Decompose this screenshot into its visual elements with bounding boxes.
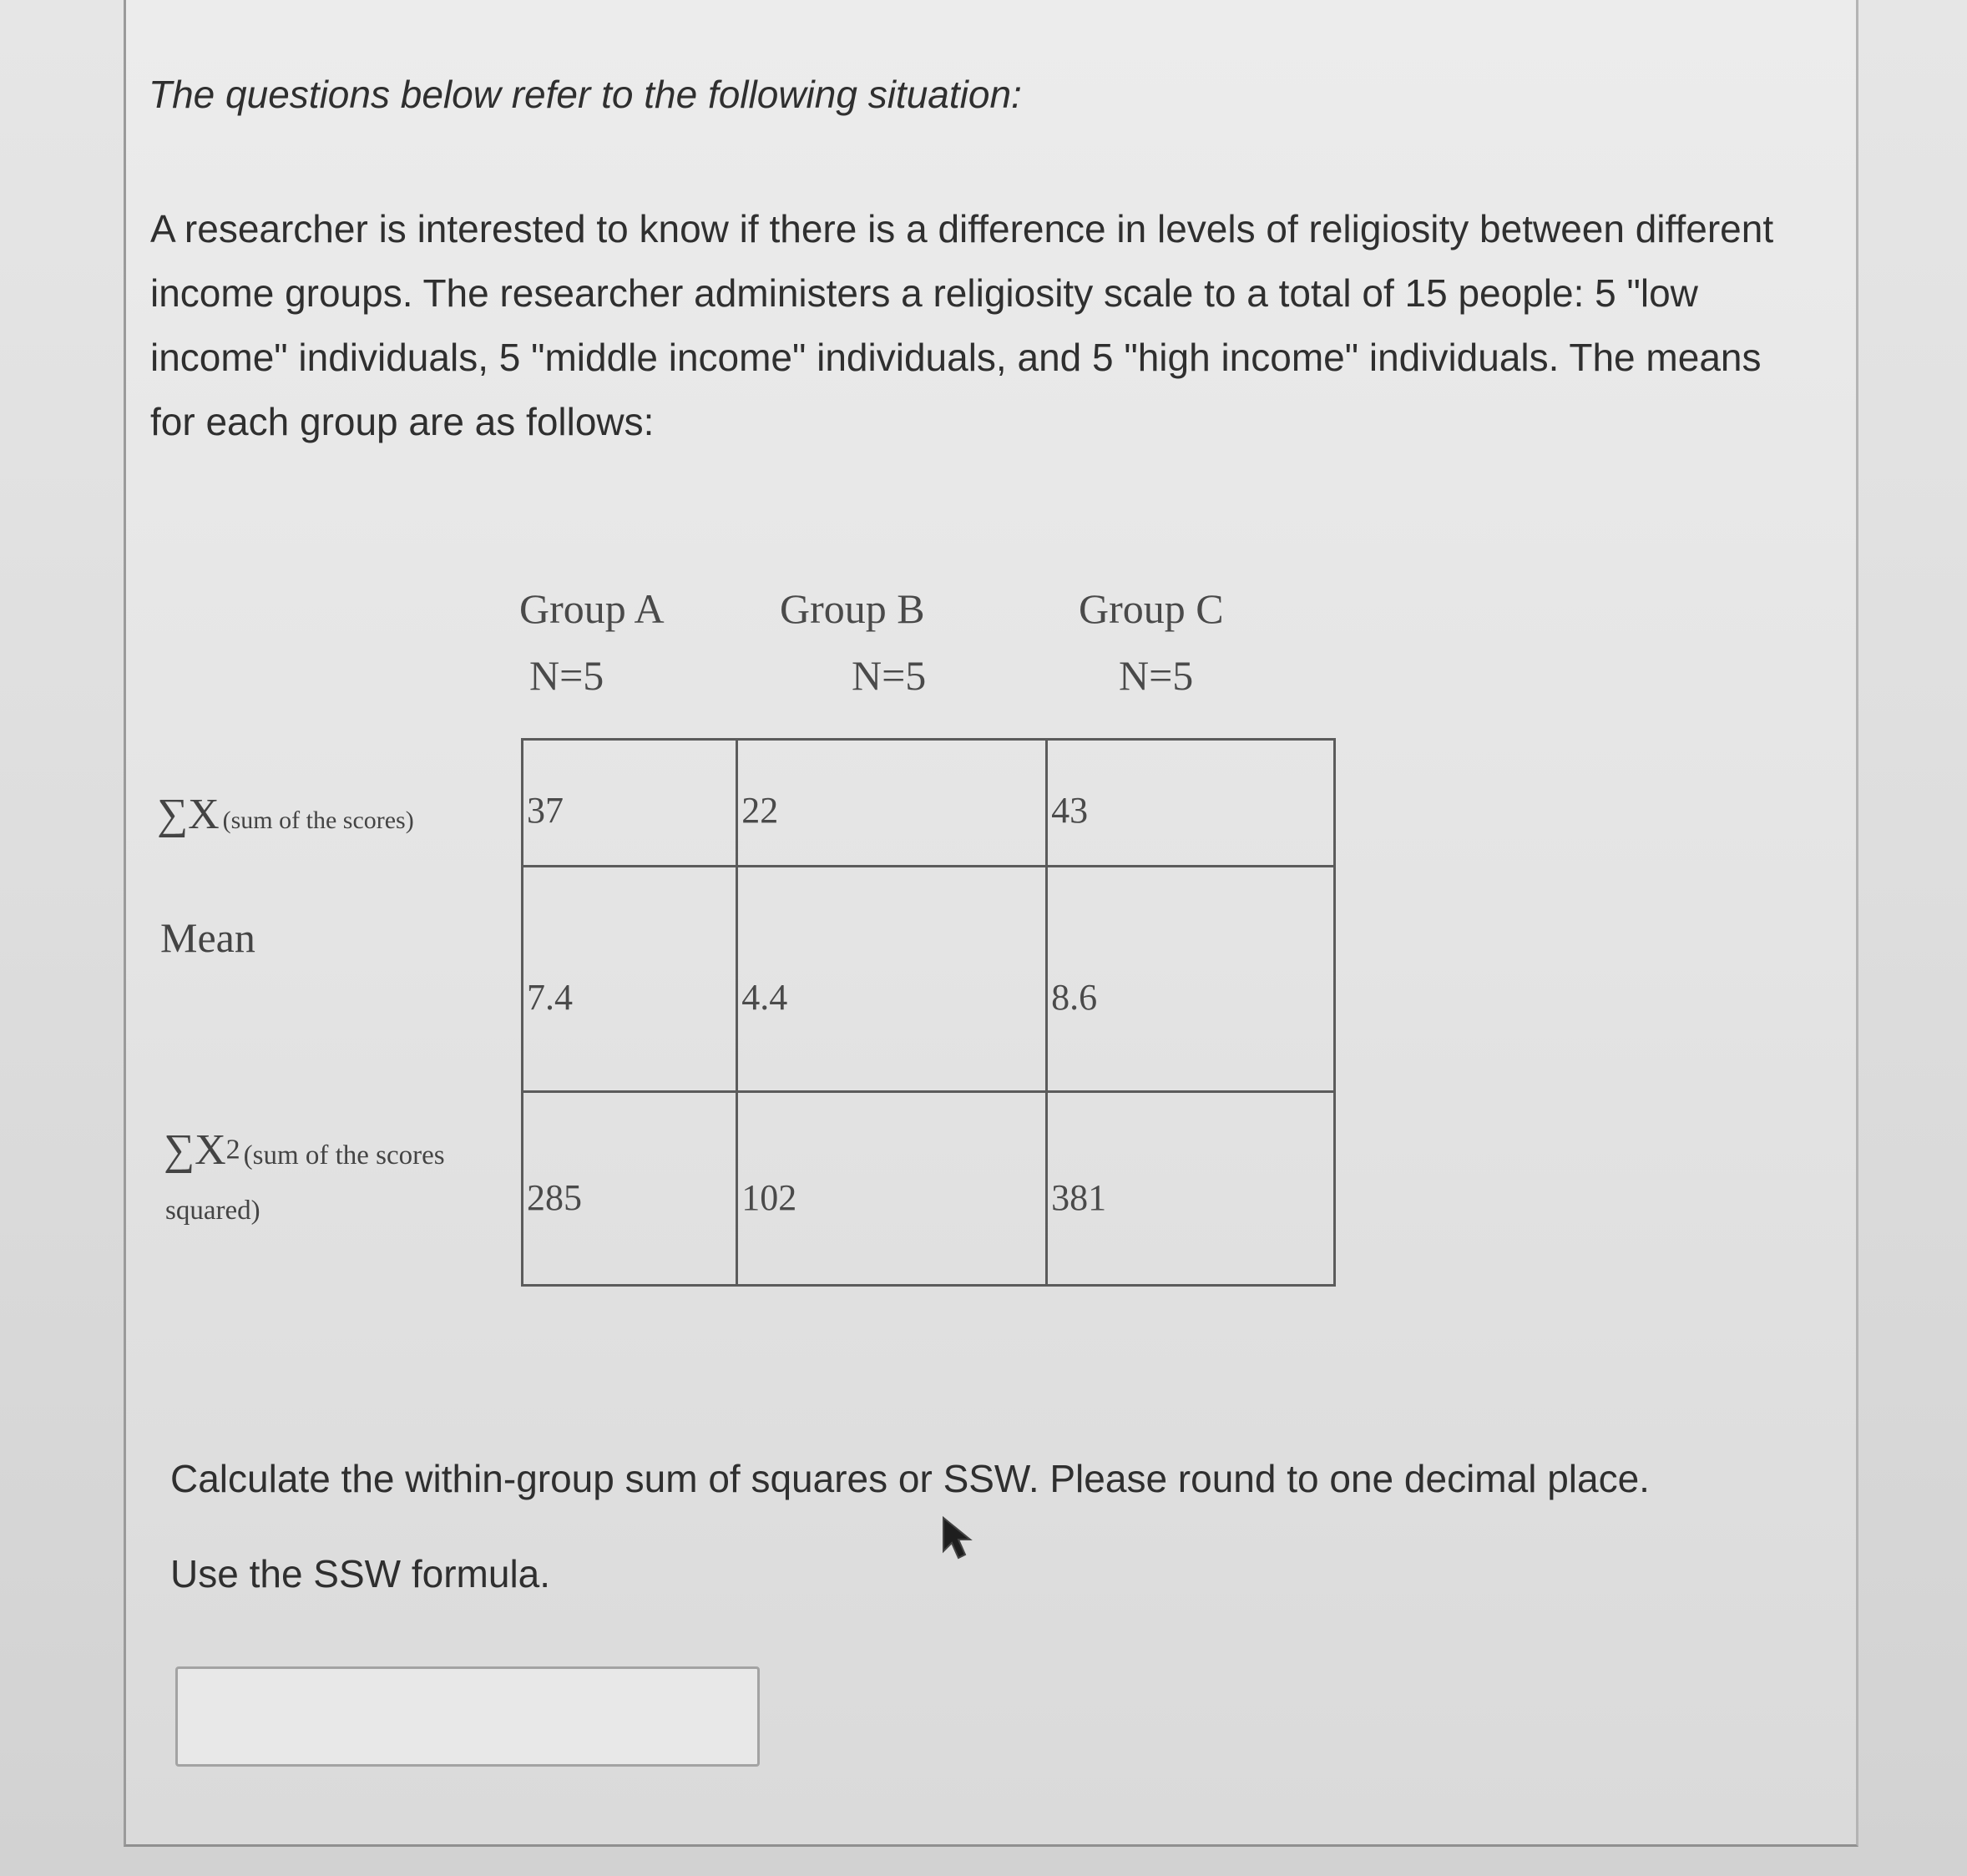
sum-squares-label-line2: squared) — [165, 1196, 260, 1226]
squared-superscript: 2 — [225, 1134, 240, 1166]
mouse-pointer-icon — [940, 1514, 977, 1561]
group-a-n: N=5 — [529, 652, 604, 699]
cell-sum-a: 37 — [523, 740, 737, 867]
group-c-n: N=5 — [1119, 652, 1194, 699]
group-data-table — [521, 738, 1336, 1287]
question-intro: The questions below refer to the following situation: — [149, 73, 1022, 116]
row-label-sum-squares — [164, 1125, 445, 1175]
row-label-mean: Mean — [160, 914, 255, 961]
cell-sq-a: 285 — [523, 1092, 737, 1286]
formula-note: Use the SSW formula. — [170, 1552, 551, 1595]
row-label-sum-scores — [157, 790, 414, 839]
scenario-text: A researcher is interested to know if there is a difference in levels of religiosity between different income groups. The researcher administers a religiosity scale to a total of 15 people: 5 "low income" individuals, 5 "middle income" individuals, and 5 "high income" individuals. The means for each group are as follows: — [150, 207, 1774, 443]
question-prompt: Calculate the within-group sum of squares or SSW. Please round to one decimal place. — [170, 1457, 1650, 1500]
group-b-header: Group B — [780, 585, 925, 632]
group-b-n: N=5 — [852, 652, 927, 699]
cell-mean-a: 7.4 — [523, 867, 737, 1092]
cell-mean-c: 8.6 — [1047, 867, 1335, 1092]
sum-scores-label: (sum of the scores) — [222, 807, 414, 834]
group-a-header: Group A — [519, 585, 665, 632]
sum-x-squared-symbol: ∑X — [164, 1126, 226, 1174]
cell-sq-b: 102 — [737, 1092, 1047, 1286]
sum-x-symbol: ∑X — [157, 791, 220, 838]
cell-sq-c: 381 — [1047, 1092, 1335, 1286]
cell-sum-c: 43 — [1047, 740, 1335, 867]
sum-squares-label: (sum of the scores — [243, 1140, 445, 1171]
table-row-mean — [523, 867, 1335, 1092]
group-c-header: Group C — [1079, 585, 1224, 632]
table-row-sum-squares — [523, 1092, 1335, 1286]
answer-input[interactable] — [175, 1666, 760, 1767]
cell-sum-b: 22 — [737, 740, 1047, 867]
cell-mean-b: 4.4 — [737, 867, 1047, 1092]
table-row-sum-scores — [523, 740, 1335, 867]
